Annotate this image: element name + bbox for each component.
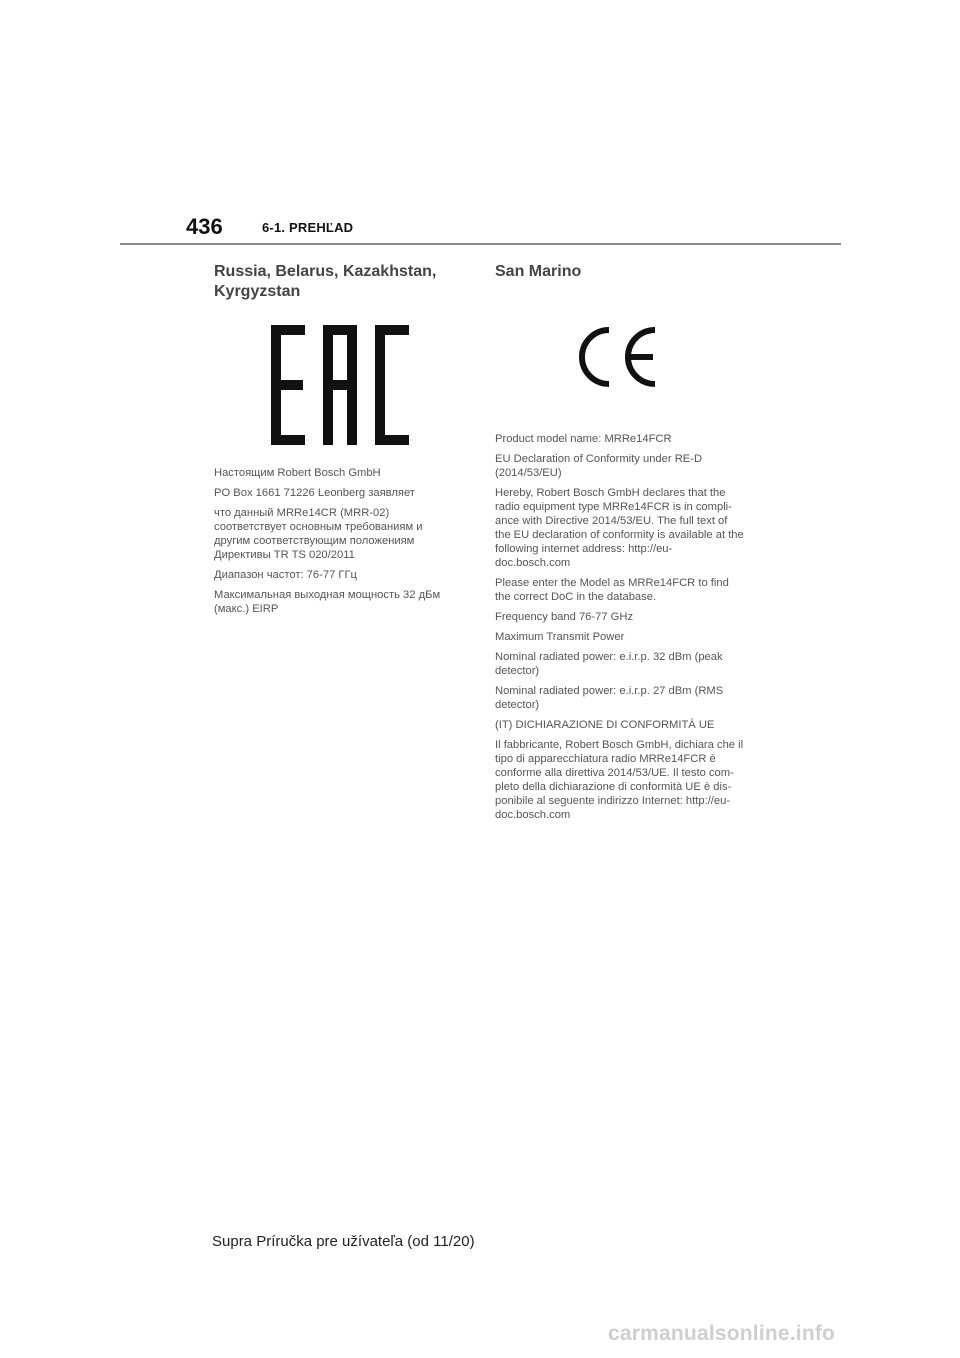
left-column-body (214, 466, 459, 622)
right-paragraph: EU Declaration of Conformity under RE-D (2014/53/EU) (495, 453, 703, 479)
footer-manual-title: Supra Príručka pre užívateľa (od 11/20) (212, 1233, 475, 1250)
right-paragraph: Nominal radiated power: e.i.r.p. 27 dBm (RMS detector) (495, 685, 724, 711)
left-paragraph: Настоящим Robert Bosch GmbH (214, 467, 381, 479)
right-paragraph: Maximum Transmit Power (495, 631, 625, 643)
section-title: 6-1. PREHĽAD (262, 220, 354, 235)
right-paragraph: Product model name: MRRe14FCR (495, 433, 672, 445)
header-divider (120, 243, 841, 245)
left-paragraph: PO Box 1661 71226 Leonberg заявляет (214, 487, 415, 499)
right-paragraph: Nominal radiated power: e.i.r.p. 32 dBm (peak detector) (495, 651, 723, 677)
right-paragraph: (IT) DICHIARAZIONE DI CONFORMITÀ UE (495, 719, 715, 731)
page-number: 436 (186, 214, 223, 239)
right-column-body (495, 432, 745, 828)
right-column (495, 262, 745, 282)
left-column-heading: Russia, Belarus, Kazakhstan, Kyrgyzstan (214, 263, 437, 300)
left-paragraph: Диапазон частот: 76-77 ГГц (214, 569, 357, 581)
left-paragraph: Максимальная выходная мощность 32 дБм (макс.) EIRP (214, 589, 441, 615)
right-paragraph: Frequency band 76-77 GHz (495, 611, 634, 623)
right-paragraph: Il fabbricante, Robert Bosch GmbH, dichiara che il tipo di apparecchiatura radio MRRe14FCR è conforme alla direttiva 2014/53/UE. Il testo com-pleto della dichiarazione di conformità UE è dis-ponibile al seguente indirizzo Internet: http://eu-doc.bosch.com (495, 739, 744, 821)
left-column (214, 262, 459, 302)
left-paragraph: что данный MRRe14CR (MRR-02) соответствует основным требованиям и другим соответствующим положениям Директивы TR TS 020/2011 (214, 507, 423, 561)
watermark: carmanualsonline.info (608, 1322, 836, 1345)
right-paragraph: Hereby, Robert Bosch GmbH declares that the radio equipment type MRRe14FCR is in compli-ance with Directive 2014/53/EU. The full text of the EU declaration of conformity is available at the following internet address: http://eu-doc.bosch.com (495, 487, 744, 569)
right-paragraph: Please enter the Model as MRRe14FCR to find the correct DoC in the database. (495, 577, 729, 603)
right-column-heading: San Marino (495, 263, 582, 280)
ce-mark-icon (575, 326, 661, 388)
eac-mark-icon (271, 325, 409, 445)
